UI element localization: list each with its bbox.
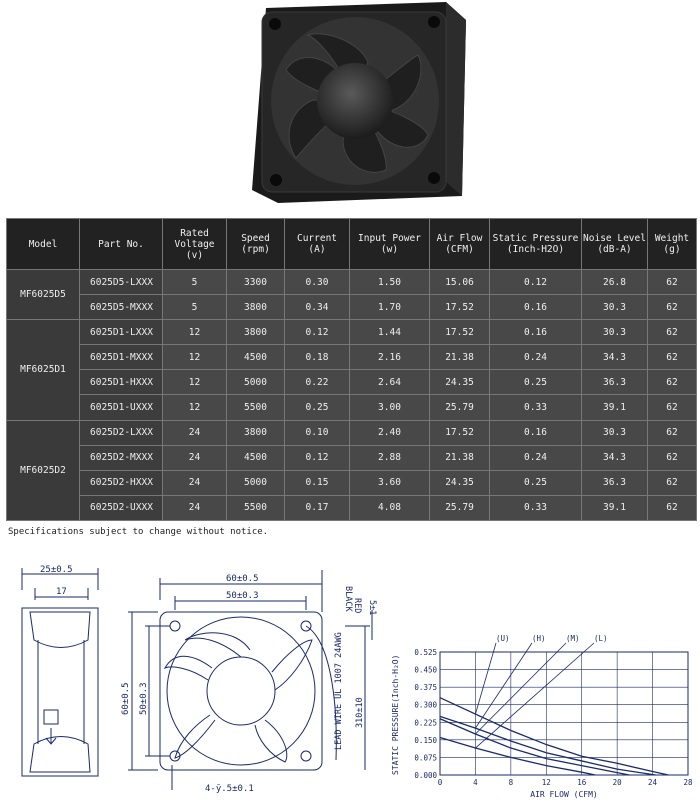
legend-label: (H) (532, 634, 546, 643)
x-tick-label: 20 (612, 778, 622, 787)
table-cell: 3800 (227, 295, 285, 320)
table-cell: 5000 (227, 370, 285, 395)
table-cell: 30.3 (582, 295, 648, 320)
table-cell: 0.25 (285, 395, 350, 420)
table-cell: 1.50 (350, 270, 430, 295)
table-cell: 4.08 (350, 495, 430, 520)
part-number-cell: 6025D1-UXXX (80, 395, 163, 420)
column-header: Current (A) (285, 219, 350, 270)
table-cell: 1.44 (350, 320, 430, 345)
table-cell: 2.16 (350, 345, 430, 370)
wire-black-label: BLACK (343, 586, 353, 612)
table-cell: 0.10 (285, 420, 350, 445)
y-tick-label: 0.075 (414, 753, 437, 763)
table-cell: 1.70 (350, 295, 430, 320)
table-row (7, 445, 697, 470)
table-cell: 26.8 (582, 270, 648, 295)
x-tick-label: 12 (541, 778, 551, 787)
table-cell: 25.79 (430, 495, 490, 520)
x-tick-label: 24 (648, 778, 658, 787)
series-line (440, 698, 668, 775)
side-dim-inner: 17 (56, 587, 67, 597)
column-header: Static Pressure (Inch-H2O) (490, 219, 582, 270)
table-cell: 0.12 (285, 445, 350, 470)
table-cell: 0.30 (285, 270, 350, 295)
y-tick-label: 0.525 (414, 648, 437, 657)
technical-drawings (0, 550, 700, 805)
front-dim-height: 60±0.5 (121, 682, 131, 715)
part-number-cell: 6025D1-LXXX (80, 320, 163, 345)
column-header: Input Power (w) (350, 219, 430, 270)
table-cell: 17.52 (430, 320, 490, 345)
table-cell: 62 (648, 395, 697, 420)
table-cell: 62 (648, 420, 697, 445)
front-dim-height-hole: 50±0.3 (139, 682, 149, 715)
legend-leader (475, 643, 496, 714)
x-tick-label: 8 (508, 778, 514, 787)
column-header: Rated Voltage (v) (163, 219, 227, 270)
table-cell: 30.3 (582, 320, 648, 345)
part-number-cell: 6025D2-HXXX (80, 470, 163, 495)
table-cell: 0.22 (285, 370, 350, 395)
legend-label: (M) (566, 634, 580, 643)
legend-leader (475, 643, 594, 748)
table-cell: 0.25 (490, 370, 582, 395)
table-cell: 0.15 (285, 470, 350, 495)
table-cell: 62 (648, 495, 697, 520)
table-cell: 3800 (227, 420, 285, 445)
table-cell: 4500 (227, 345, 285, 370)
table-cell: 0.17 (285, 495, 350, 520)
table-cell: 62 (648, 470, 697, 495)
part-number-cell: 6025D5-MXXX (80, 295, 163, 320)
table-cell: 0.24 (490, 345, 582, 370)
table-cell: 0.18 (285, 345, 350, 370)
table-cell: 2.88 (350, 445, 430, 470)
table-cell: 12 (163, 370, 227, 395)
table-cell: 3.00 (350, 395, 430, 420)
table-cell: 62 (648, 320, 697, 345)
table-cell: 21.38 (430, 445, 490, 470)
wire-spec-label: LEAD WIRE UL 1007 24AWG (334, 632, 344, 750)
fan-product-image (248, 0, 470, 205)
x-tick-label: 28 (683, 778, 693, 787)
table-row (7, 470, 697, 495)
table-cell: 0.16 (490, 420, 582, 445)
table-row (7, 370, 697, 395)
part-number-cell: 6025D1-HXXX (80, 370, 163, 395)
table-cell: 0.25 (490, 470, 582, 495)
part-number-cell: 6025D1-MXXX (80, 345, 163, 370)
table-cell: 24 (163, 470, 227, 495)
table-cell: 2.40 (350, 420, 430, 445)
table-cell: 17.52 (430, 420, 490, 445)
table-cell: 62 (648, 345, 697, 370)
table-cell: 24 (163, 445, 227, 470)
legend-leader (475, 643, 566, 734)
table-cell: 34.3 (582, 345, 648, 370)
column-header: Noise Level (dB-A) (582, 219, 648, 270)
performance-chart (391, 634, 693, 799)
column-header: Model (7, 219, 80, 270)
part-number-cell: 6025D2-UXXX (80, 495, 163, 520)
table-cell: 0.12 (285, 320, 350, 345)
part-number-cell: 6025D2-MXXX (80, 445, 163, 470)
side-view-drawing (22, 568, 98, 776)
table-cell: 12 (163, 395, 227, 420)
y-tick-label: 0.225 (414, 718, 437, 728)
table-cell: 15.06 (430, 270, 490, 295)
front-dim-hole: 50±0.3 (226, 591, 259, 601)
front-holes-label: 4-ў.5±0.1 (205, 784, 254, 794)
disclaimer-note: Specifications subject to change without notice. (8, 527, 269, 537)
table-cell: 62 (648, 295, 697, 320)
table-cell: 62 (648, 445, 697, 470)
table-cell: 62 (648, 270, 697, 295)
y-tick-label: 0.150 (414, 735, 437, 745)
part-number-cell: 6025D5-LXXX (80, 270, 163, 295)
table-cell: 0.24 (490, 445, 582, 470)
x-tick-label: 4 (473, 778, 478, 787)
table-cell: 0.16 (490, 320, 582, 345)
table-row (7, 295, 697, 320)
table-cell: 21.38 (430, 345, 490, 370)
model-cell: MF6025D2 (7, 420, 80, 520)
table-cell: 0.12 (490, 270, 582, 295)
table-cell: 3300 (227, 270, 285, 295)
table-cell: 12 (163, 345, 227, 370)
table-cell: 24.35 (430, 470, 490, 495)
legend-label: (L) (594, 634, 608, 643)
table-cell: 24.35 (430, 370, 490, 395)
table-cell: 0.34 (285, 295, 350, 320)
table-cell: 24 (163, 495, 227, 520)
table-cell: 62 (648, 370, 697, 395)
y-tick-label: 0.375 (414, 683, 437, 693)
table-row (7, 420, 697, 445)
table-cell: 5000 (227, 470, 285, 495)
x-axis-label: AIR FLOW (CFM) (530, 790, 598, 799)
model-cell: MF6025D5 (7, 270, 80, 320)
table-row (7, 495, 697, 520)
table-row (7, 395, 697, 420)
table-cell: 36.3 (582, 370, 648, 395)
table-cell: 0.16 (490, 295, 582, 320)
series-line (440, 719, 629, 775)
model-cell: MF6025D1 (7, 320, 80, 420)
table-cell: 39.1 (582, 495, 648, 520)
x-tick-label: 16 (577, 778, 587, 787)
wire-length-label: 310±10 (355, 697, 365, 728)
table-cell: 0.33 (490, 395, 582, 420)
side-dim-width: 25±0.5 (40, 565, 73, 575)
table-cell: 25.79 (430, 395, 490, 420)
spec-table (6, 218, 697, 521)
y-axis-label: STATIC PRESSURE(Inch-H₂O) (391, 654, 400, 775)
table-cell: 0.33 (490, 495, 582, 520)
column-header: Weight (g) (648, 219, 697, 270)
part-number-cell: 6025D2-LXXX (80, 420, 163, 445)
table-cell: 30.3 (582, 420, 648, 445)
table-row (7, 345, 697, 370)
table-cell: 4500 (227, 445, 285, 470)
wire-red-label: RED (352, 598, 362, 614)
table-cell: 39.1 (582, 395, 648, 420)
table-cell: 2.64 (350, 370, 430, 395)
table-cell: 24 (163, 420, 227, 445)
table-cell: 3.60 (350, 470, 430, 495)
table-cell: 34.3 (582, 445, 648, 470)
table-row (7, 320, 697, 345)
table-cell: 5 (163, 270, 227, 295)
column-header: Part No. (80, 219, 163, 270)
table-cell: 5500 (227, 395, 285, 420)
table-cell: 3800 (227, 320, 285, 345)
table-row (7, 270, 697, 295)
table-cell: 36.3 (582, 470, 648, 495)
table-cell: 17.52 (430, 295, 490, 320)
x-tick-label: 0 (437, 778, 443, 787)
dim-5-label: 5±1 (367, 600, 377, 616)
front-dim-outer: 60±0.5 (226, 574, 259, 584)
y-tick-label: 0.450 (414, 665, 437, 675)
y-tick-label: 0.300 (414, 700, 437, 710)
table-cell: 5500 (227, 495, 285, 520)
column-header: Air Flow (CFM) (430, 219, 490, 270)
table-cell: 12 (163, 320, 227, 345)
y-tick-label: 0.000 (414, 771, 437, 780)
column-header: Speed (rpm) (227, 219, 285, 270)
table-cell: 5 (163, 295, 227, 320)
legend-label: (U) (496, 634, 510, 643)
